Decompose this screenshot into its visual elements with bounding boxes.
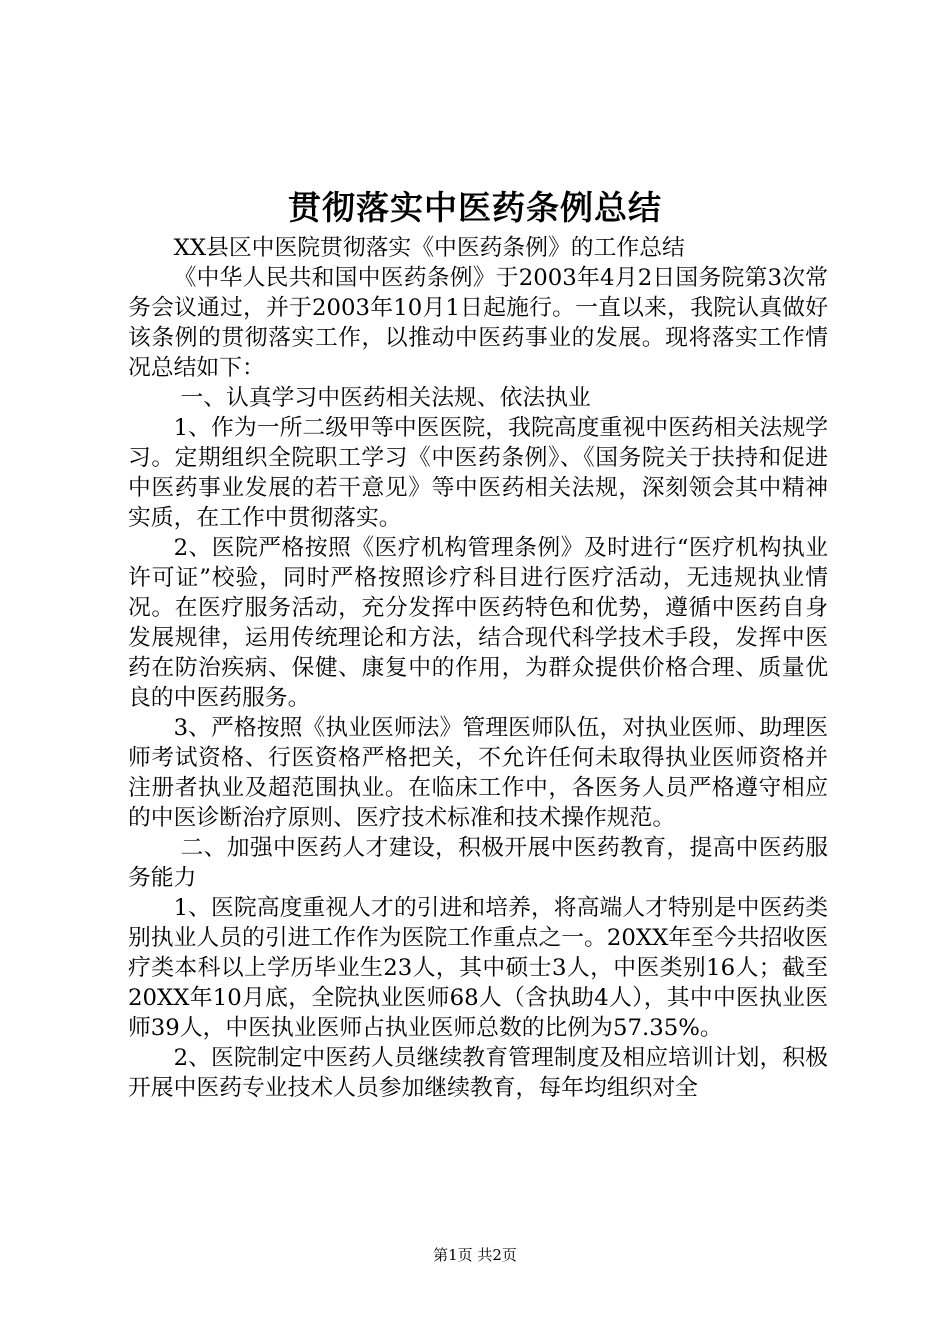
body-paragraph: 2、医院严格按照《医疗机构管理条例》及时进行“医疗机构执业许可证”校验，同时严格按照诊疗科目进行医疗活动，无违规执业情况。在医疗服务活动，充分发挥中医药特色和优势，遵循中医药自身发展规律，运用传统理论和方法，结合现代科学技术手段，发挥中医药在防治疾病、保健、康复中的作用，为群众提供价格合理、质量优良的中医药服务。 <box>128 535 828 711</box>
document-body <box>128 233 828 1103</box>
subtitle-paragraph: XX县区中医院贯彻落实《中医药条例》的工作总结 <box>173 235 685 261</box>
body-paragraph: 1、医院高度重视人才的引进和培养，将高端人才特别是中医药类别执业人员的引进工作作为医院工作重点之一。20XX年至今共招收医疗类本科以上学历毕业生23人，其中硕士3人，中医类别16人；截至20XX年10月底，全院执业医师68人（含执助4人），其中中医执业医师39人，中医执业医师占执业医师总数的比例为57.35%。 <box>128 895 828 1041</box>
page-footer: 第1页 共2页 <box>433 1246 517 1264</box>
section-heading-2: 二、加强中医药人才建设，积极开展中医药教育，提高中医药服务能力 <box>128 835 828 891</box>
section-heading-1: 一、认真学习中医药相关法规、依法执业 <box>180 385 591 411</box>
body-paragraph: 2、医院制定中医药人员继续教育管理制度及相应培训计划，积极开展中医药专业技术人员参加继续教育，每年均组织对全 <box>128 1045 828 1101</box>
body-paragraph: 1、作为一所二级甲等中医医院，我院高度重视中医药相关法规学习。定期组织全院职工学习《中医药条例》、《国务院关于扶持和促进中医药事业发展的若干意见》等中医药相关法规，深刻领会其中精神实质，在工作中贯彻落实。 <box>128 415 828 531</box>
document-title: 贯彻落实中医药条例总结 <box>288 188 662 227</box>
body-paragraph: 3、严格按照《执业医师法》管理医师队伍，对执业医师、助理医师考试资格、行医资格严格把关，不允许任何未取得执业医师资格并注册者执业及超范围执业。在临床工作中，各医务人员严格遵守相应的中医诊断治疗原则、医疗技术标准和技术操作规范。 <box>128 715 828 831</box>
intro-paragraph: 《中华人民共和国中医药条例》于2003年4月2日国务院第3次常务会议通过，并于2003年10月1日起施行。一直以来，我院认真做好该条例的贯彻落实工作，以推动中医药事业的发展。现将落实工作情况总结如下： <box>128 265 828 381</box>
